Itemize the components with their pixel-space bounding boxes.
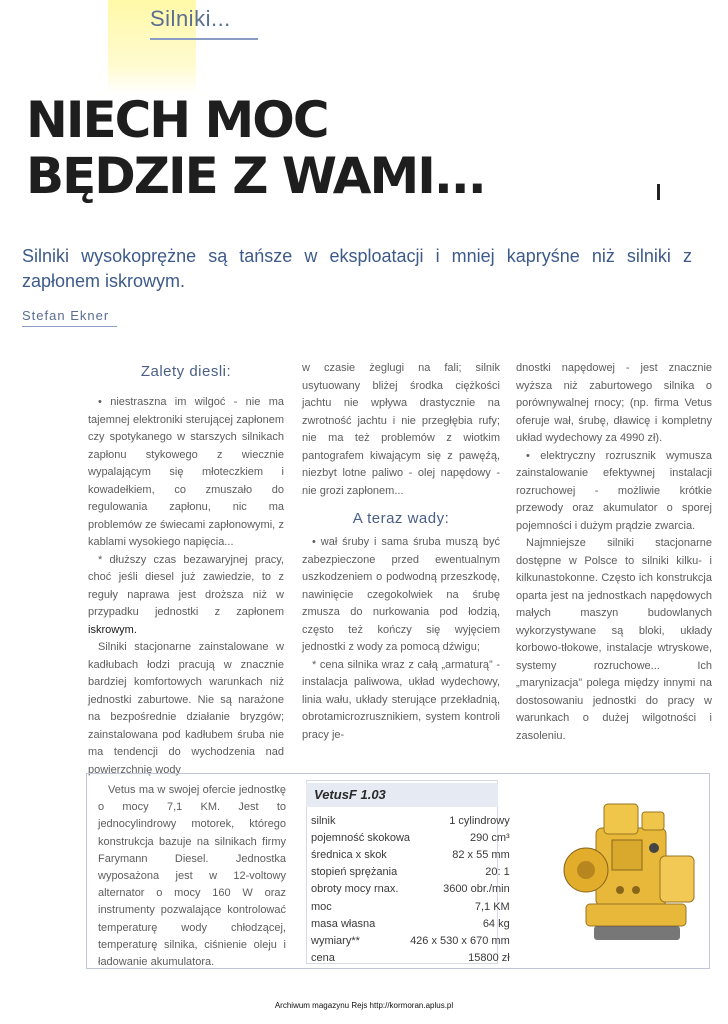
spec-label: obroty mocy rnax. [311,883,399,896]
spec-table [311,812,510,967]
column-1-paragraph-2 [88,552,284,640]
spec-value: 82 x 55 mm [452,848,510,861]
column-1-paragraph-2-text: * dłuższy czas bezawaryjnej pracy, choć jeśli diesel już zawiedzie, to z reguły naprawa jest droższa niż w przypadku jednostki z zapłonem [88,553,284,618]
section-underline [150,38,258,40]
column-1-paragraph-1: • niestraszna im wilgoć - nie ma tajemnej elektroniki sterującej zapłonem czy spotykanego w starszych silnikach zapłonu stykowego z wiecznie wypalającym się młoteczkiem i kowadełkiem, co zmuszało do regulowania zapłonu, nic ma problemów ze świecami zapłonowymi, z kablami wysokiego napięcia... [88,396,284,548]
spec-row [311,846,510,863]
spec-label: pojemność skokowa [311,831,411,844]
spec-value: 3600 obr./min [443,883,510,896]
spec-row [311,829,510,846]
spec-row [311,932,510,949]
spec-label: stopień sprężania [311,866,398,879]
spec-label: masa własna [311,917,376,930]
column-3 [516,360,712,745]
column-2-paragraph-1: w czasie żeglugi na fali; silnik usytuowany bliżej środka ciężkości jachtu nie wpływa drastycznie na zwrotność jachtu i nie przegłębia rufy; nie ma też problemów z wiotkim pantografem kiwającym się z pawęźą, niezbyt lotne paliwo - olej napędowy - nie grozi zapłonem... [302,362,500,497]
spec-row [311,898,510,915]
spec-label: silnik [311,814,336,827]
spec-row [311,864,510,881]
column-2-paragraph-2: • wał śruby i sama śruba muszą być zabezpieczone przed ewentualnym uszkodzeniem o podwodną przeszkodę, nawinięcie czegokolwiek na śrubę zmusza do nurkowania pod łodzią, często też kończy się wyjęciem jednostki z wody za pomocą dźwigu; [302,536,500,653]
spec-label: cena [311,952,335,965]
column-3-paragraph-3: Najmniejsze silniki stacjonarne dostępne w Polsce to silniki kilku- i kilkunastokonne. Często ich konstrukcja oparta jest na jednostkach napędowych małych maszyn budowlanych wykorzystywane są bloki, układy korbowo-tłokowe, instalacje wtryskowe, systemy rozruchowe... Ich „marynizacja” polega między innymi na dostosowaniu jednostki do pracy w warunkach o dużej wilgotności i zasoleniu. [516,537,712,742]
spec-value: 20: 1 [485,866,510,879]
spec-label: wymiary** [311,934,360,947]
spec-row [311,950,510,967]
column-2 [302,360,500,744]
sidebar-box-text: Vetus ma w swojej ofercie jednostkę o mocy 7,1 KM. Jest to jednocylindrowy motorek, którego konstrukcja bazuje na silnikach firmy Farymann Diesel. Jednostka wyposażona jest w 12-voltowy alternator o mocy 160 W oraz instrumenty pozwalające kontrolować temperaturę wody chłodzącej, temperaturę silnika, ciśnienie oleju i ładowanie akumulatora. [98,784,286,969]
spec-value: 1 cylindrowy [449,814,510,827]
title-line-2: BĘDZIE Z WAMI... [26,147,485,205]
lead-paragraph: Silniki wysokoprężne są tańsze w eksploatacji i mniej kapryśne niż silniki z zapłonem iskrowym. [22,246,692,291]
spec-table-title: VetusF 1.03 [306,783,498,807]
title-line-1: NIECH MOC [26,91,328,149]
spec-value: 64 kg [482,917,510,930]
title-end-mark [657,184,660,200]
section-label: Silniki... [150,6,231,31]
spec-value: 290 cm³ [469,831,510,844]
spec-row [311,915,510,932]
heading-advantages: Zalety diesli: [140,363,232,380]
spec-value: 15800 zł [468,952,510,965]
spec-label: średnica x skok [311,848,387,861]
column-1-paragraph-2-end: iskrowym. [88,623,137,636]
article-title [26,92,485,204]
column-1 [88,360,284,779]
spec-value: 7,1 KM [474,900,510,913]
author-underline [22,326,117,327]
column-3-paragraph-1: dnostki napędowej - jest znacznie wyższa niż zaburtowego silnika o porównywalnej rnocy; (np. firma Vetus oferuje wał, śrubę, dławicę i kompletny układ wydechowy za 4990 zł). [516,362,712,444]
footer-credit: Archiwum magazynu Rejs http://kormoran.aplus.pl [274,1001,454,1010]
heading-disadvantages: A teraz wady: [352,510,450,527]
engine-photo [556,798,704,958]
spec-label: moc [311,900,332,913]
spec-row [311,881,510,898]
column-1-paragraph-3: Silniki stacjonarne zainstalowane w kadłubach łodzi pracują w znacznie bardziej komfortowych warunkach niż jednostki zaburtowe. Nie są narażone na bezpośrednie działanie bryzgów; zainstalowana pod kadłubem śruba nie ma tendencji do wychodzenia nad powierzchnię wody [88,641,284,776]
column-3-paragraph-2: • elektryczny rozrusznik wymusza zainstalowanie efektywnej instalacji rozruchowej - możliwie krótkie przewody oraz akumulator o sporej pojemności i dużym prądzie zwarcia. [516,449,712,532]
author-name: Stefan Ekner [22,308,110,323]
spec-row [311,812,510,829]
column-2-paragraph-3: * cena silnika wraz z całą „armaturą” - instalacja paliwowa, układ wydechowy, linia wału, układy sterujące przekładnią, obrotamicrozrusznikiem, system kontroli pracy je- [302,658,500,741]
spec-value: 426 x 530 x 670 mm [410,934,510,947]
